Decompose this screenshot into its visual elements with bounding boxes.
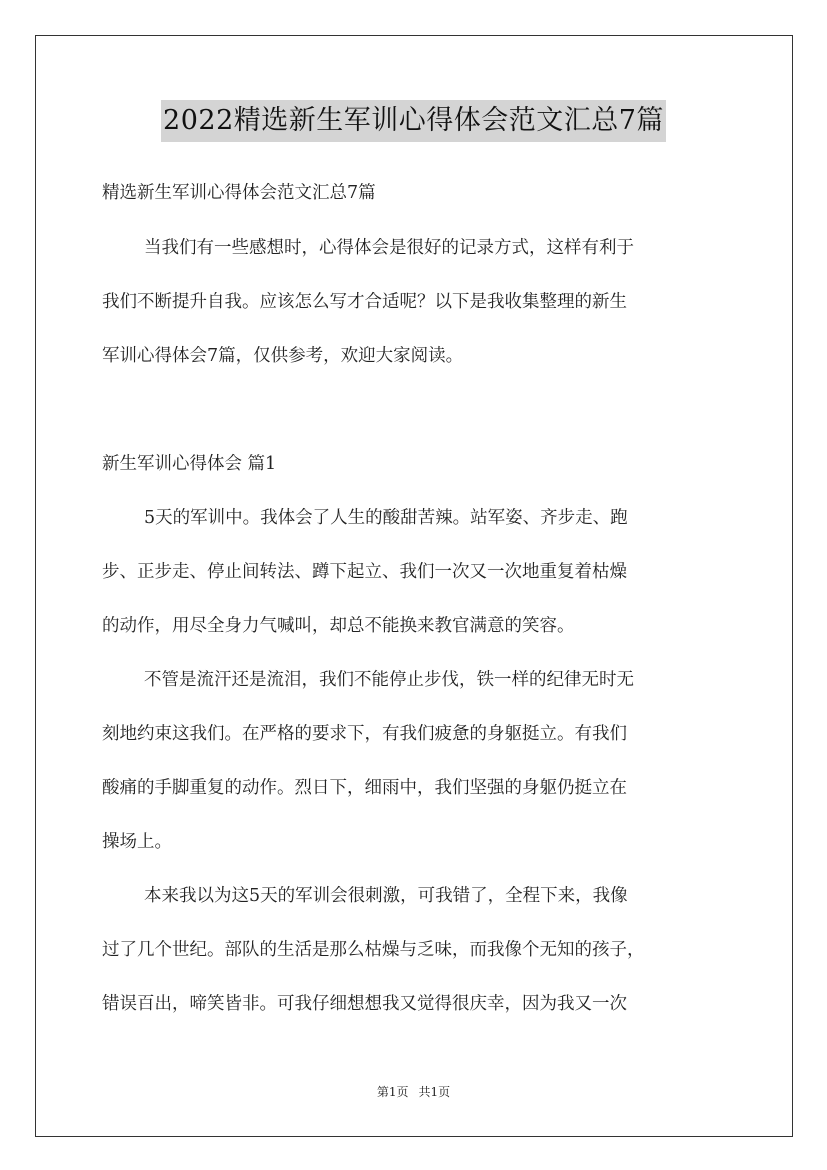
page-number-current: 第1页 xyxy=(376,1085,409,1099)
page-footer xyxy=(0,1083,827,1100)
document-subtitle: 精选新生军训心得体会范文汇总7篇 xyxy=(102,183,376,203)
paragraph-line: 不管是流汗还是流泪，我们不能停止步伐，铁一样的纪律无时无 xyxy=(144,670,634,690)
title-container xyxy=(0,100,827,142)
document-title: 2022精选新生军训心得体会范文汇总7篇 xyxy=(161,100,666,142)
paragraph-line: 的动作，用尽全身力气喊叫，却总不能换来教官满意的笑容。 xyxy=(102,616,575,636)
paragraph-line: 本来我以为这5天的军训会很刺激，可我错了，全程下来，我像 xyxy=(144,886,628,906)
intro-line: 军训心得体会7篇，仅供参考，欢迎大家阅读。 xyxy=(102,346,464,366)
paragraph-line: 步、正步走、停止间转法、蹲下起立、我们一次又一次地重复着枯燥 xyxy=(102,562,627,582)
paragraph-line: 过了几个世纪。部队的生活是那么枯燥与乏味，而我像个无知的孩子， xyxy=(102,940,645,960)
intro-line: 当我们有一些感想时，心得体会是很好的记录方式，这样有利于 xyxy=(144,238,634,258)
section-heading: 新生军训心得体会 篇1 xyxy=(102,454,277,474)
paragraph-line: 操场上。 xyxy=(102,832,172,852)
paragraph-line: 刻地约束这我们。在严格的要求下，有我们疲惫的身躯挺立。有我们 xyxy=(102,724,627,744)
intro-line: 我们不断提升自我。应该怎么写才合适呢？以下是我收集整理的新生 xyxy=(102,292,627,312)
paragraph-line: 错误百出，啼笑皆非。可我仔细想想我又觉得很庆幸，因为我又一次 xyxy=(102,994,627,1014)
paragraph-line: 酸痛的手脚重复的动作。烈日下，细雨中，我们坚强的身躯仍挺立在 xyxy=(102,778,627,798)
paragraph-line: 5天的军训中。我体会了人生的酸甜苦辣。站军姿、齐步走、跑 xyxy=(144,508,628,528)
page-number-total: 共1页 xyxy=(418,1085,451,1099)
